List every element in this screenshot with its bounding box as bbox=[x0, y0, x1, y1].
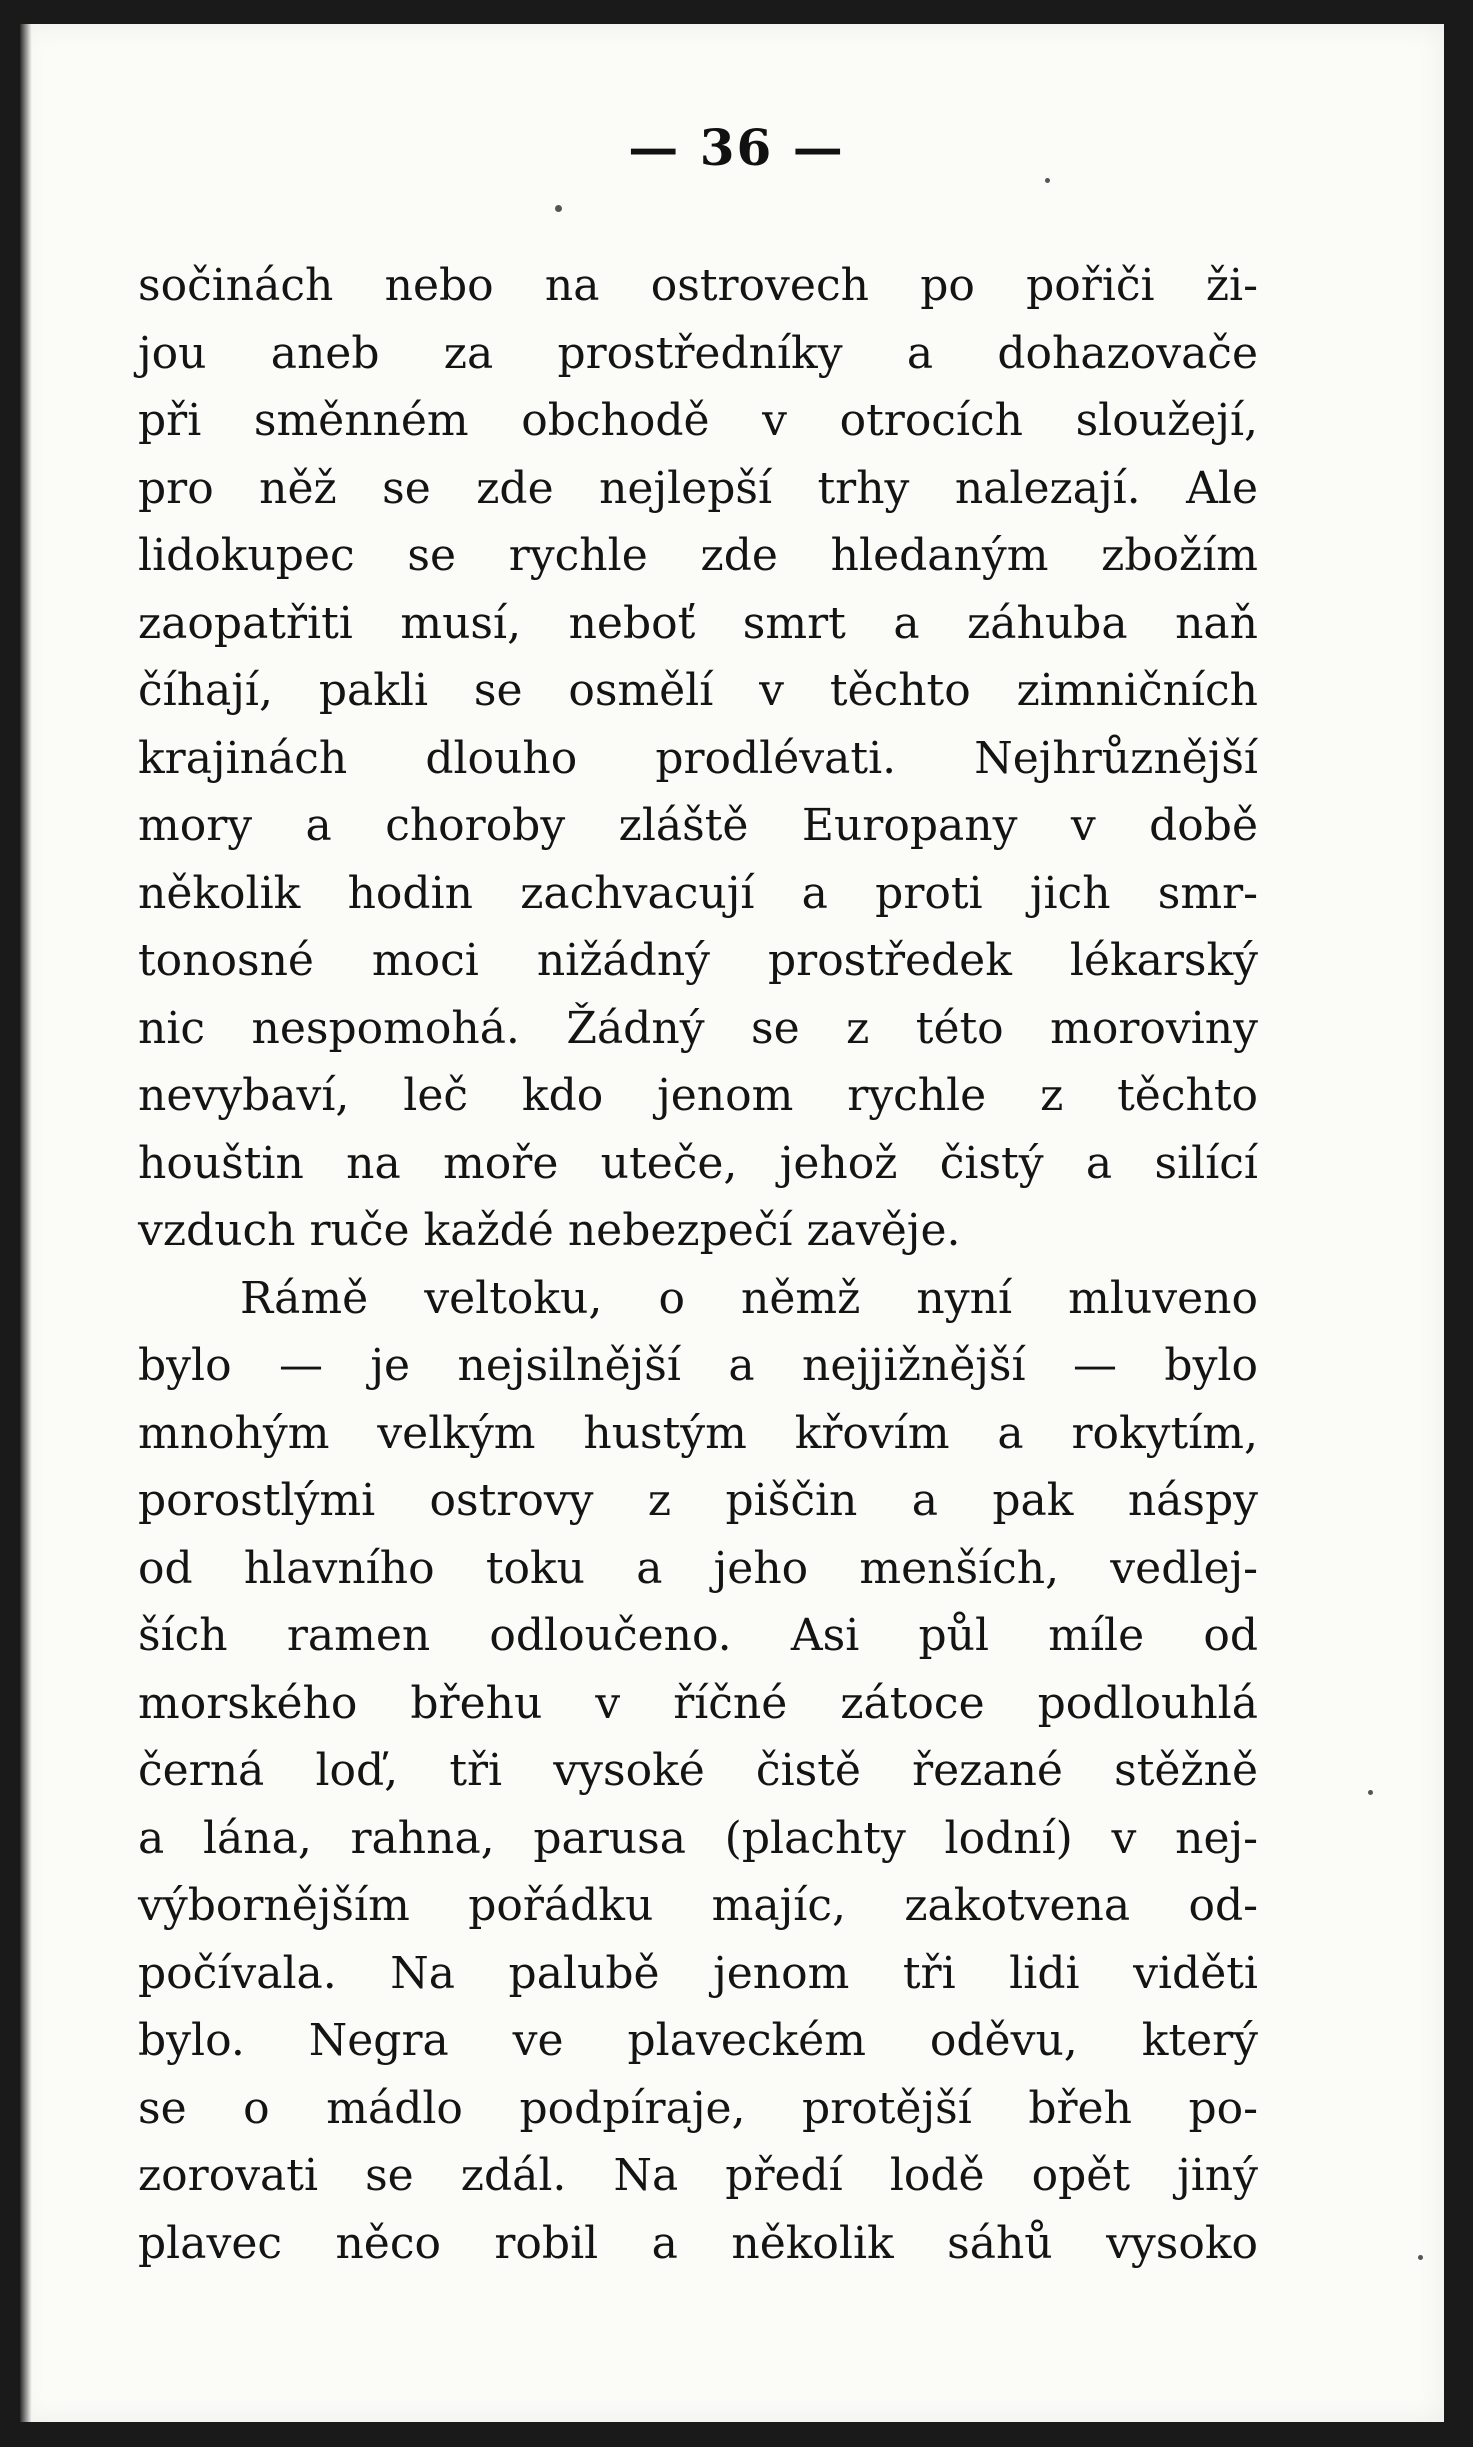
text-line: bylo — je nejsilnější a nejjižnější — bylo bbox=[138, 1340, 1258, 1391]
text-line: tonosné moci nižádný prostředek lékarský bbox=[138, 935, 1258, 986]
text-line: bylo. Negra ve plaveckém oděvu, který bbox=[138, 2015, 1258, 2066]
text-line: pro něž se zde nejlepší trhy nalezají. Ale bbox=[138, 462, 1258, 514]
paragraph-1 bbox=[138, 252, 1258, 1265]
text-line: vzduch ruče každé nebezpečí zavěje. bbox=[138, 1205, 961, 1256]
text-line: nevybaví, leč kdo jenom rychle z těchto bbox=[138, 1070, 1258, 1121]
text-line: porostlými ostrovy z piščin a pak náspy bbox=[138, 1475, 1258, 1526]
text-line: krajinách dlouho prodlévati. Nejhrůznější bbox=[138, 732, 1258, 784]
print-speck bbox=[1368, 1790, 1373, 1795]
text-line: nic nespomohá. Žádný se z této moroviny bbox=[138, 1002, 1258, 1054]
text-line: počívala. Na palubě jenom tři lidi viděti bbox=[138, 1947, 1258, 1999]
print-speck bbox=[1418, 2255, 1423, 2260]
text-line: mnohým velkým hustým křovím a rokytím, bbox=[138, 1407, 1258, 1459]
print-speck bbox=[555, 205, 562, 212]
text-line: jou aneb za prostředníky a dohazovače bbox=[138, 327, 1258, 379]
text-line: černá loď, tři vysoké čistě řezané stěžně bbox=[138, 1745, 1258, 1796]
text-line: lidokupec se rychle zde hledaným zbožím bbox=[138, 530, 1258, 581]
paragraph-2 bbox=[138, 1265, 1258, 2278]
text-line: Rámě veltoku, o němž nyní mluveno bbox=[240, 1272, 1258, 1324]
text-line: výbornějším pořádku majíc, zakotvena od- bbox=[138, 1880, 1258, 1931]
text-line: plavec něco robil a několik sáhů vysoko bbox=[138, 2217, 1258, 2269]
text-line: se o mádlo podpíraje, protější břeh po- bbox=[138, 2082, 1258, 2134]
text-line: houštin na moře uteče, jehož čistý a silící bbox=[138, 1137, 1258, 1189]
print-speck bbox=[1045, 178, 1050, 183]
text-line: mory a choroby zláště Europany v době bbox=[138, 800, 1258, 851]
text-line: číhají, pakli se osmělí v těchto zimničních bbox=[138, 665, 1258, 716]
text-line: několik hodin zachvacují a proti jich smr- bbox=[138, 867, 1258, 919]
text-line: zorovati se zdál. Na předí lodě opět jiný bbox=[138, 2150, 1258, 2201]
page-number: — 36 — bbox=[628, 118, 845, 177]
text-line: zaopatřiti musí, neboť smrt a záhuba naň bbox=[138, 597, 1258, 649]
text-line: při směnném obchodě v otrocích sloužejí, bbox=[138, 395, 1258, 446]
page-binding-edge bbox=[20, 24, 32, 2422]
body-text bbox=[138, 252, 1258, 2277]
text-line: a lána, rahna, parusa (plachty lodní) v nej- bbox=[138, 1812, 1258, 1864]
text-line: ších ramen odloučeno. Asi půl míle od bbox=[138, 1610, 1258, 1661]
text-line: sočinách nebo na ostrovech po pořiči ži- bbox=[138, 260, 1258, 311]
text-line: od hlavního toku a jeho menších, vedlej- bbox=[138, 1542, 1258, 1594]
text-line: morského břehu v říčné zátoce podlouhlá bbox=[138, 1677, 1258, 1729]
